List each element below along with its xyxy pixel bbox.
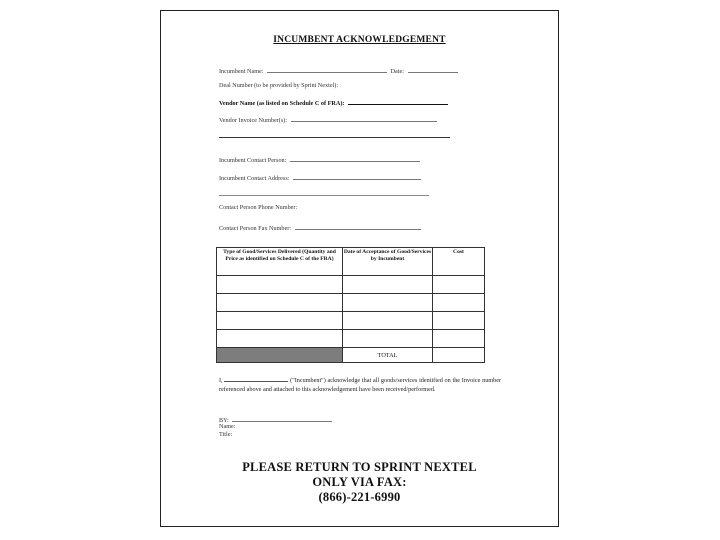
- total-cost-field[interactable]: [433, 348, 485, 363]
- header-type-of-goods: Type of Good/Services Delivered (Quantity and Price as identified on Schedule C of the FRA): [217, 248, 343, 276]
- table-cell[interactable]: [433, 276, 485, 294]
- name-row: [219, 423, 236, 431]
- table-cell[interactable]: [433, 312, 485, 330]
- incumbent-name-field[interactable]: [267, 66, 387, 73]
- contact-address-row: [219, 173, 421, 183]
- date-field[interactable]: [408, 66, 458, 73]
- table-cell[interactable]: [217, 312, 343, 330]
- table-cell[interactable]: [343, 312, 433, 330]
- fax-label: Contact Person Fax Number:: [219, 225, 292, 232]
- name-label: Name:: [219, 423, 236, 430]
- contact-person-label: Incumbent Contact Person:: [219, 157, 287, 164]
- contact-person-field[interactable]: [290, 155, 420, 162]
- table-cell[interactable]: [217, 294, 343, 312]
- deal-number-row: [219, 82, 338, 90]
- table-cell[interactable]: [433, 330, 485, 348]
- table-row: [217, 294, 485, 312]
- header-cost: Cost: [433, 248, 485, 276]
- contact-address-extra-line[interactable]: [219, 195, 429, 196]
- vendor-name-label: Vendor Name (as listed on Schedule C of FRA):: [219, 100, 345, 107]
- goods-services-table: [216, 247, 485, 363]
- footer-fax-line: ONLY VIA FAX:: [312, 475, 407, 489]
- vendor-invoice-extra-line[interactable]: [219, 137, 450, 138]
- total-shaded-cell: [217, 348, 343, 363]
- signature-field[interactable]: [232, 415, 332, 422]
- vendor-invoice-row: [219, 115, 437, 125]
- table-cell[interactable]: [217, 330, 343, 348]
- incumbent-name-label: Incumbent Name:: [219, 68, 264, 75]
- phone-label: Contact Person Phone Number:: [219, 204, 298, 211]
- vendor-name-row: [219, 98, 448, 108]
- header-date-of-acceptance: Date of Acceptance of Good/Services by Incumbent: [343, 248, 433, 276]
- table-cell[interactable]: [217, 276, 343, 294]
- contact-person-row: [219, 155, 420, 165]
- title-label: Title:: [219, 431, 233, 438]
- footer-fax-number: (866)-221-6990: [318, 490, 401, 504]
- table-cell[interactable]: [343, 276, 433, 294]
- fax-row: [219, 223, 421, 233]
- vendor-name-field[interactable]: [348, 98, 448, 105]
- fax-field[interactable]: [295, 223, 421, 230]
- form-title: INCUMBENT ACKNOWLEDGEMENT: [273, 35, 446, 45]
- contact-address-field[interactable]: [293, 173, 421, 180]
- table-row: [217, 312, 485, 330]
- ack-body: ("Incumbent") acknowledge that all goods/services identified on the Invoice number referenced above and attached to this acknowledgement have been received/performed.: [219, 377, 502, 393]
- deal-number-label: Deal Number (to be provided by Sprint Nextel):: [219, 82, 339, 89]
- table-cell[interactable]: [343, 294, 433, 312]
- ack-name-field[interactable]: [224, 375, 288, 382]
- vendor-invoice-field[interactable]: [291, 115, 437, 122]
- table-header-row: [217, 248, 485, 276]
- ack-prefix: I,: [219, 377, 223, 384]
- by-label: BY:: [219, 417, 229, 424]
- acknowledgement-statement: [219, 375, 501, 394]
- phone-row: [219, 204, 297, 212]
- table-row: [217, 330, 485, 348]
- contact-address-label: Incumbent Contact Address:: [219, 175, 290, 182]
- table-total-row: [217, 348, 485, 363]
- table-row: [217, 276, 485, 294]
- form-page: [160, 10, 559, 527]
- table-cell[interactable]: [343, 330, 433, 348]
- incumbent-name-row: [219, 66, 458, 76]
- title-row: [219, 431, 232, 439]
- vendor-invoice-label: Vendor Invoice Number(s):: [219, 117, 288, 124]
- table-cell[interactable]: [433, 294, 485, 312]
- total-label: TOTAL: [343, 348, 433, 363]
- footer-return-line: PLEASE RETURN TO SPRINT NEXTEL: [242, 460, 477, 474]
- date-label: Date:: [390, 68, 404, 75]
